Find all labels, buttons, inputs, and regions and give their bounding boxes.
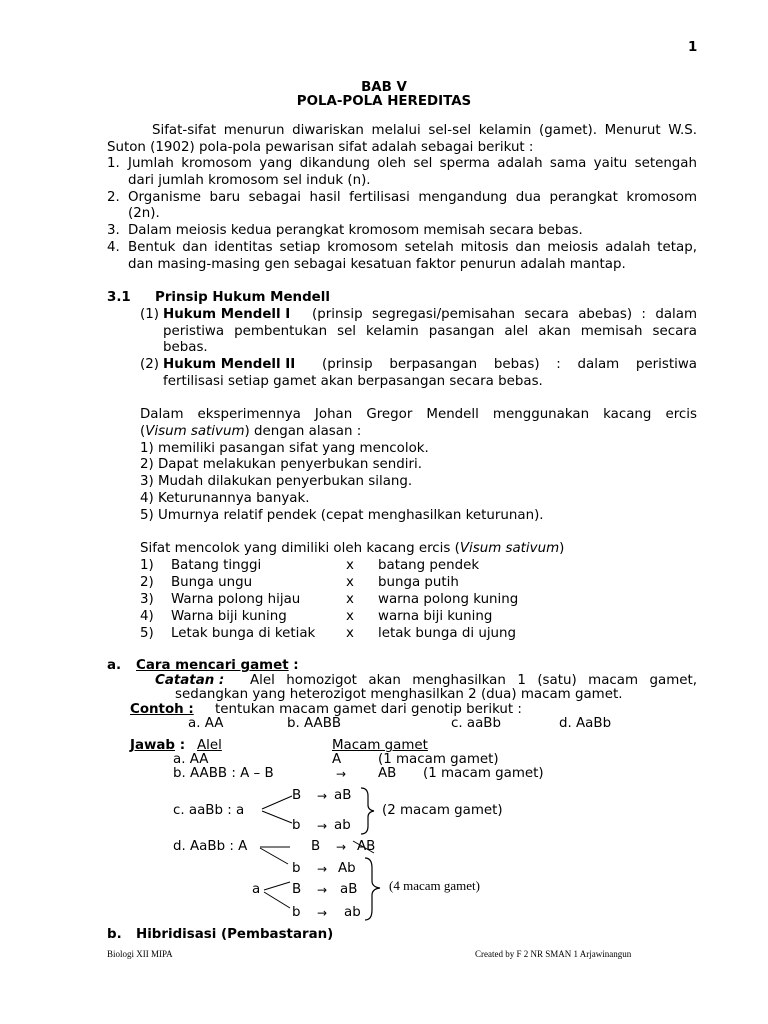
- answer-d-arrow-3-icon: →: [317, 883, 328, 897]
- answer-d-arrow-4-icon: →: [317, 906, 328, 920]
- list1-item-2-line-2: (2n).: [128, 206, 160, 221]
- trait-row-3-left: Warna polong hijau: [171, 592, 301, 607]
- trait-row-5-left: Letak bunga di ketiak: [171, 626, 316, 641]
- contoh-label: Contoh :: [130, 702, 194, 717]
- law2-number: (2): [140, 357, 159, 372]
- trait-row-3-right: warna polong kuning: [378, 592, 519, 607]
- answer-c-gamet-1: aB: [334, 788, 352, 803]
- column-macam-gamet: Macam gamet: [332, 738, 428, 753]
- section-b-title: Hibridisasi (Pembastaran): [136, 927, 334, 942]
- traits-intro: Sifat mencolok yang dimiliki oleh kacang ercis (Visum sativum): [140, 541, 565, 556]
- answer-d-label: d. AaBb : A: [173, 839, 248, 854]
- list1-item-1-line-1: Jumlah kromosom yang dikandung oleh sel sperma adalah sama yaitu setengah: [128, 156, 697, 171]
- species-name: Visum sativum: [145, 424, 245, 439]
- trait-row-1-x: x: [346, 558, 354, 573]
- section-3-1-title: Prinsip Hukum Mendell: [155, 290, 330, 305]
- trait-row-3-x: x: [346, 592, 354, 607]
- trait-row-1-num: 1): [140, 558, 154, 573]
- chapter-title: BAB V: [361, 80, 407, 95]
- law1-text-1: (prinsip segregasi/pemisahan secara abebas) : dalam: [312, 307, 697, 322]
- answer-b-gamet: AB: [378, 766, 397, 781]
- list1-item-4-line-1: Bentuk dan identitas setiap kromosom setelah mitosis dan meiosis adalah tetap,: [128, 240, 697, 255]
- answer-c-brace-icon: [358, 786, 378, 836]
- column-alel: Alel: [197, 738, 222, 753]
- list1-item-1-line-2: dari jumlah kromosom sel induk (n).: [128, 173, 371, 188]
- option-d: d. AaBb: [559, 716, 612, 731]
- contoh-text: tentukan macam gamet dari genotip berikut :: [215, 702, 522, 717]
- answer-c-count: (2 macam gamet): [382, 803, 503, 818]
- law1-name: Hukum Mendell I: [163, 307, 291, 322]
- reason-5: 5) Umurnya relatif pendek (cepat menghasilkan keturunan).: [140, 508, 544, 523]
- answer-d-allele-4: b: [292, 905, 301, 920]
- trait-row-5-right: letak bunga di ujung: [378, 626, 517, 641]
- list1-num-3: 3.: [107, 223, 120, 238]
- answer-d-arrow-1-icon: →: [336, 840, 347, 854]
- trait-row-2-left: Bunga ungu: [171, 575, 253, 590]
- law1-number: (1): [140, 307, 159, 322]
- list1-num-4: 4.: [107, 240, 120, 255]
- answer-c-allele-1: B: [292, 788, 302, 803]
- list1-num-2: 2.: [107, 190, 120, 205]
- answer-d-gamet-2: Ab: [338, 861, 356, 876]
- chapter-subtitle: POLA-POLA HEREDITAS: [296, 94, 472, 109]
- option-b: b. AABB: [287, 716, 342, 731]
- list1-num-1: 1.: [107, 156, 120, 171]
- experiment-line-2: (Visum sativum) dengan alasan :: [140, 424, 362, 439]
- law1-text-2: peristiwa pembentukan sel kelamin pasangan alel akan memisah secara: [163, 324, 697, 339]
- answer-d-gamet-3: aB: [340, 882, 358, 897]
- answer-d-gamet-1: AB: [357, 839, 376, 854]
- answer-d-arrow-2-icon: →: [317, 862, 328, 876]
- trait-row-4-right: warna biji kuning: [378, 609, 493, 624]
- answer-c-arrow-2-icon: →: [317, 819, 328, 833]
- answer-d-allele-1: B: [311, 839, 321, 854]
- answer-d-allele-2: b: [292, 861, 301, 876]
- answer-a-count: (1 macam gamet): [378, 752, 499, 767]
- reason-1: 1) memiliki pasangan sifat yang mencolok.: [140, 441, 429, 456]
- intro-line-1: Sifat-sifat menurun diwariskan melalui sel-sel kelamin (gamet). Menurut W.S.: [152, 123, 697, 138]
- trait-row-4-x: x: [346, 609, 354, 624]
- trait-row-3-num: 3): [140, 592, 154, 607]
- answer-c-label: c. aaBb : a: [173, 803, 245, 818]
- list1-item-4-line-2: dan masing-masing gen sebagai kesatuan faktor penurun adalah mantap.: [128, 257, 626, 272]
- trait-row-1-right: batang pendek: [378, 558, 480, 573]
- law2-text-2: fertilisasi setiap gamet akan berpasangan secara bebas.: [163, 374, 543, 389]
- answer-a-label: a. AA: [173, 752, 209, 767]
- answer-d-brace-icon: [362, 856, 388, 922]
- trait-row-2-x: x: [346, 575, 354, 590]
- reason-4: 4) Keturunannya banyak.: [140, 491, 310, 506]
- trait-row-4-num: 4): [140, 609, 154, 624]
- list1-item-2-line-1: Organisme baru sebagai hasil fertilisasi mengandung dua perangkat kromosom: [128, 190, 697, 205]
- reason-3: 3) Mudah dilakukan penyerbukan silang.: [140, 474, 413, 489]
- trait-row-2-num: 2): [140, 575, 154, 590]
- answer-d-count: (4 macam gamet): [389, 878, 480, 893]
- catatan-line-1: Alel homozigot akan menghasilkan 1 (satu) macam gamet,: [250, 673, 697, 688]
- catatan-label: Catatan :: [155, 673, 225, 688]
- answer-b-label: b. AABB : A – B: [173, 766, 274, 781]
- trait-row-1-left: Batang tinggi: [171, 558, 262, 573]
- answer-a-gamet: A: [332, 752, 342, 767]
- law2-text-1: (prinsip berpasangan bebas) : dalam peristiwa: [322, 357, 697, 372]
- option-c: c. aaBb: [451, 716, 501, 731]
- trait-row-4-left: Warna biji kuning: [171, 609, 287, 624]
- option-a: a. AA: [188, 716, 224, 731]
- reason-2: 2) Dapat melakukan penyerbukan sendiri.: [140, 457, 422, 472]
- catatan-line-2: sedangkan yang heterozigot menghasilkan 2 (dua) macam gamet.: [175, 687, 623, 702]
- answer-b-count: (1 macam gamet): [423, 766, 544, 781]
- footer-right: Created by F 2 NR SMAN 1 Arjawinangun: [475, 949, 632, 959]
- jawab-label: Jawab :: [130, 738, 186, 753]
- page-number: 1: [688, 40, 698, 55]
- experiment-line-1: Dalam eksperimennya Johan Gregor Mendell menggunakan kacang ercis: [140, 407, 697, 422]
- answer-d-allele-3: B: [292, 882, 302, 897]
- section-3-1-number: 3.1: [107, 290, 131, 305]
- answer-d-gamet-4: ab: [344, 905, 361, 920]
- traits-species: Visum sativum: [459, 541, 560, 556]
- list1-item-3-line-1: Dalam meiosis kedua perangkat kromosom memisah secara bebas.: [128, 223, 583, 238]
- answer-c-gamet-2: ab: [334, 818, 351, 833]
- trait-row-5-num: 5): [140, 626, 154, 641]
- answer-c-arrow-1-icon: →: [317, 789, 328, 803]
- section-a-title: Cara mencari gamet :: [136, 658, 299, 673]
- law2-name: Hukum Mendell II: [163, 357, 296, 372]
- section-b-letter: b.: [107, 927, 122, 942]
- footer-left: Biologi XII MIPA: [107, 949, 173, 959]
- trait-row-2-right: bunga putih: [378, 575, 459, 590]
- section-a-letter: a.: [107, 658, 122, 673]
- answer-b-arrow-icon: →: [336, 767, 347, 781]
- answer-c-allele-2: b: [292, 818, 301, 833]
- law1-text-3: bebas.: [163, 340, 208, 355]
- answer-d-allele-a: a: [252, 882, 261, 897]
- trait-row-5-x: x: [346, 626, 354, 641]
- intro-line-2: Suton (1902) pola-pola pewarisan sifat adalah sebagai berikut :: [107, 140, 534, 155]
